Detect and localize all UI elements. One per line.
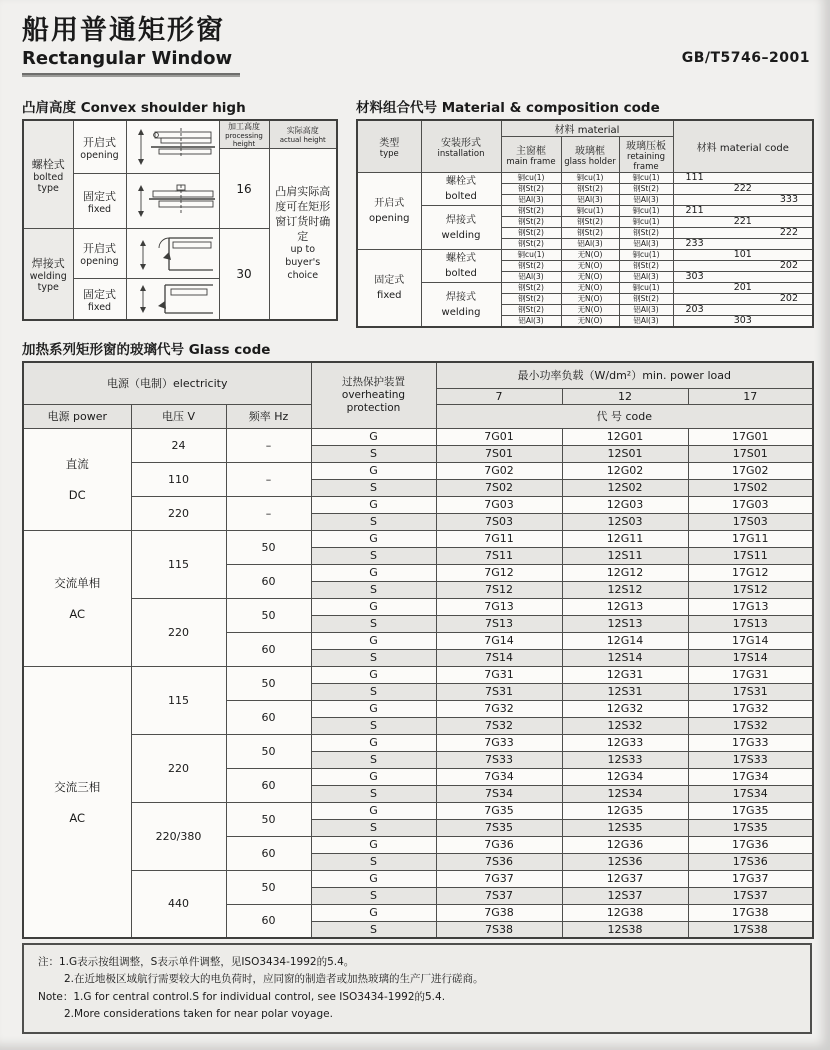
welding-fixed-drawing-cell xyxy=(126,279,219,321)
glass-code-row xyxy=(23,496,813,513)
protection-type-cell: S xyxy=(311,513,436,530)
retaining-frame-material: 铝Al(3) xyxy=(619,305,673,316)
installation-cell: 焊接式 welding xyxy=(421,283,501,328)
glass-code-row xyxy=(23,870,813,887)
standard-number: GB/T5746–2001 xyxy=(681,50,810,66)
frequency-cell: 50 xyxy=(226,530,311,564)
material-code-value: 211 xyxy=(673,206,813,217)
protection-type-cell: S xyxy=(311,683,436,700)
glass-code-17: 17G03 xyxy=(688,496,813,513)
glass-code-17: 17S36 xyxy=(688,853,813,870)
glass-code-17: 17G32 xyxy=(688,700,813,717)
glass-holder-material: 无N(O) xyxy=(561,261,619,272)
glass-code-7: 7S35 xyxy=(436,819,562,836)
bolted-opening-section-drawing xyxy=(129,125,217,169)
glass-code-17: 17S38 xyxy=(688,921,813,938)
protection-type-cell: S xyxy=(311,751,436,768)
retaining-frame-material: 铝Al(3) xyxy=(619,239,673,250)
type-header: 类型 type xyxy=(357,120,421,173)
glass-code-17: 17S03 xyxy=(688,513,813,530)
bolted-type-cell: 螺栓式 bolted type xyxy=(23,120,73,229)
welding-fixed-section-drawing xyxy=(129,279,217,319)
protection-type-cell: G xyxy=(311,530,436,547)
glass-code-7: 7G38 xyxy=(436,904,562,921)
glass-code-12: 12S38 xyxy=(562,921,688,938)
glass-code-12: 12G01 xyxy=(562,428,688,445)
glass-code-17: 17G12 xyxy=(688,564,813,581)
glass-code-17: 17G11 xyxy=(688,530,813,547)
glass-code-17: 17G38 xyxy=(688,904,813,921)
page-header xyxy=(22,8,240,77)
welding-processing-height: 30 xyxy=(219,229,269,321)
glass-code-12: 12G34 xyxy=(562,768,688,785)
type-cell: 固定式 fixed xyxy=(357,250,421,328)
protection-type-cell: S xyxy=(311,921,436,938)
convex-shoulder-table xyxy=(22,119,338,321)
glass-code-17: 17G02 xyxy=(688,462,813,479)
protection-type-cell: S xyxy=(311,479,436,496)
glass-code-7: 7S01 xyxy=(436,445,562,462)
voltage-cell: 220 xyxy=(131,734,226,802)
glass-code-7: 7G33 xyxy=(436,734,562,751)
glass-code-12: 12G14 xyxy=(562,632,688,649)
glass-code-row xyxy=(23,666,813,683)
glass-code-12: 12S12 xyxy=(562,581,688,598)
glass-code-17: 17S13 xyxy=(688,615,813,632)
material-code-value: 303 xyxy=(673,272,813,283)
main-frame-material: 钢St(2) xyxy=(501,239,561,250)
protection-type-cell: G xyxy=(311,734,436,751)
glass-table-body xyxy=(23,428,813,938)
glass-code-12: 12G11 xyxy=(562,530,688,547)
glass-code-12: 12G13 xyxy=(562,598,688,615)
glass-code-17: 17S37 xyxy=(688,887,813,904)
main-frame-material: 铝Al(3) xyxy=(501,272,561,283)
glass-code-17: 17G31 xyxy=(688,666,813,683)
frequency-cell: 50 xyxy=(226,666,311,700)
glass-code-row xyxy=(23,802,813,819)
material-code-value: 203 xyxy=(673,305,813,316)
glass-holder-material: 钢St(2) xyxy=(561,184,619,195)
glass-code-7: 7S02 xyxy=(436,479,562,496)
main-frame-material: 钢St(2) xyxy=(501,261,561,272)
bolted-fixed-drawing-cell xyxy=(126,174,219,229)
glass-code-12: 12G33 xyxy=(562,734,688,751)
glass-holder-material: 无N(O) xyxy=(561,294,619,305)
glass-code-7: 7G01 xyxy=(436,428,562,445)
glass-code-7: 7S11 xyxy=(436,547,562,564)
power-cell: 交流三相 AC xyxy=(23,666,131,938)
glass-holder-material: 无N(O) xyxy=(561,305,619,316)
glass-code-17: 17S02 xyxy=(688,479,813,496)
glass-code-17: 17S34 xyxy=(688,785,813,802)
note-zh-1: 注：1.G表示按组调整，S表示单件调整，见ISO3434-1992的5.4。 xyxy=(38,956,355,968)
retaining-frame-material: 铜cu(1) xyxy=(619,173,673,184)
protection-type-cell: G xyxy=(311,802,436,819)
welding-type-cell: 焊接式 welding type xyxy=(23,229,73,321)
protection-type-cell: S xyxy=(311,581,436,598)
material-group-header: 材料 material xyxy=(501,120,673,137)
glass-code-12: 12S14 xyxy=(562,649,688,666)
page-subtitle: Rectangular Window xyxy=(22,48,233,69)
material-code-section xyxy=(356,96,812,328)
main-frame-material: 钢St(2) xyxy=(501,305,561,316)
glass-code-17: 17G35 xyxy=(688,802,813,819)
retaining-frame-material: 钢St(2) xyxy=(619,228,673,239)
material-code-value: 101 xyxy=(673,250,813,261)
protection-type-cell: G xyxy=(311,768,436,785)
page-title: 船用普通矩形窗 xyxy=(22,15,225,46)
glass-code-section xyxy=(22,338,812,1034)
glass-code-7: 7S33 xyxy=(436,751,562,768)
glass-code-17: 17S14 xyxy=(688,649,813,666)
welding-opening-drawing-cell xyxy=(126,229,219,279)
glass-holder-material: 铜cu(1) xyxy=(561,206,619,217)
power-cell: 直流 DC xyxy=(23,428,131,530)
material-code-value: 202 xyxy=(673,294,813,305)
retaining-frame-material: 铜cu(1) xyxy=(619,250,673,261)
retaining-frame-material: 铜cu(1) xyxy=(619,217,673,228)
glass-code-row xyxy=(23,428,813,445)
material-row xyxy=(357,250,813,261)
glass-code-7: 7G32 xyxy=(436,700,562,717)
glass-code-17: 17G01 xyxy=(688,428,813,445)
frequency-cell: 50 xyxy=(226,802,311,836)
glass-code-row xyxy=(23,530,813,547)
retaining-frame-material: 铝Al(3) xyxy=(619,316,673,328)
glass-code-17: 17G14 xyxy=(688,632,813,649)
glass-code-12: 12S03 xyxy=(562,513,688,530)
glass-code-17: 17S01 xyxy=(688,445,813,462)
retaining-frame-material: 铝Al(3) xyxy=(619,195,673,206)
material-row xyxy=(357,206,813,217)
frequency-cell: 60 xyxy=(226,904,311,938)
frequency-cell: 50 xyxy=(226,598,311,632)
glass-code-7: 7G31 xyxy=(436,666,562,683)
power-header: 电源 power xyxy=(23,404,131,428)
glass-code-12: 12S11 xyxy=(562,547,688,564)
glass-code-7: 7S32 xyxy=(436,717,562,734)
glass-code-7: 7G14 xyxy=(436,632,562,649)
main-frame-material: 钢St(2) xyxy=(501,228,561,239)
glass-code-12: 12S32 xyxy=(562,717,688,734)
installation-cell: 螺栓式 bolted xyxy=(421,173,501,206)
electricity-header: 电源（电制）electricity xyxy=(23,362,311,404)
protection-type-cell: S xyxy=(311,887,436,904)
glass-code-7: 7G35 xyxy=(436,802,562,819)
frequency-cell: 50 xyxy=(226,734,311,768)
convex-section-title: 凸肩高度 Convex shoulder high xyxy=(22,100,246,116)
protection-type-cell: G xyxy=(311,496,436,513)
material-section-title: 材料组合代号 Material & composition code xyxy=(356,100,660,116)
glass-code-12: 12S33 xyxy=(562,751,688,768)
glass-code-7: 7S03 xyxy=(436,513,562,530)
glass-code-row xyxy=(23,462,813,479)
material-code-value: 222 xyxy=(673,228,813,239)
protection-type-cell: S xyxy=(311,547,436,564)
material-code-value: 221 xyxy=(673,217,813,228)
voltage-cell: 24 xyxy=(131,428,226,462)
type-cell: 开启式 opening xyxy=(357,173,421,250)
processing-height-header: 加工高度 processing height xyxy=(219,120,269,149)
bolted-opening-drawing-cell xyxy=(126,120,219,174)
glass-holder-material: 无N(O) xyxy=(561,272,619,283)
power-cell: 交流单相 AC xyxy=(23,530,131,666)
glass-code-7: 7G36 xyxy=(436,836,562,853)
voltage-cell: 115 xyxy=(131,530,226,598)
bolted-processing-height: 16 xyxy=(219,149,269,229)
retaining-frame-material: 铝Al(3) xyxy=(619,272,673,283)
protection-type-cell: S xyxy=(311,819,436,836)
glass-code-7: 7G02 xyxy=(436,462,562,479)
glass-code-7: 7G37 xyxy=(436,870,562,887)
material-row xyxy=(357,173,813,184)
glass-code-12: 12G35 xyxy=(562,802,688,819)
glass-code-17: 17G34 xyxy=(688,768,813,785)
voltage-cell: 440 xyxy=(131,870,226,938)
installation-header: 安装形式 installation xyxy=(421,120,501,173)
glass-code-17: 17S35 xyxy=(688,819,813,836)
main-frame-material: 铝Al(3) xyxy=(501,316,561,328)
material-code-value: 233 xyxy=(673,239,813,250)
glass-code-7: 7G12 xyxy=(436,564,562,581)
glass-code-12: 12S36 xyxy=(562,853,688,870)
glass-code-7: 7S14 xyxy=(436,649,562,666)
protection-type-cell: S xyxy=(311,853,436,870)
material-row xyxy=(357,283,813,294)
glass-code-7: 7S36 xyxy=(436,853,562,870)
glass-holder-material: 无N(O) xyxy=(561,250,619,261)
code-row-header: 代 号 code xyxy=(436,404,813,428)
material-code-value: 333 xyxy=(673,195,813,206)
glass-code-7: 7S12 xyxy=(436,581,562,598)
glass-code-7: 7S34 xyxy=(436,785,562,802)
retaining-frame-material: 钢St(2) xyxy=(619,261,673,272)
glass-holder-header: 玻璃框 glass holder xyxy=(561,137,619,173)
material-code-table xyxy=(356,119,814,328)
voltage-cell: 115 xyxy=(131,666,226,734)
glass-holder-material: 铜cu(1) xyxy=(561,173,619,184)
glass-code-7: 7S38 xyxy=(436,921,562,938)
voltage-cell: 110 xyxy=(131,462,226,496)
protection-type-cell: G xyxy=(311,904,436,921)
note-en-1: Note：1.G for central control.S for individual control, see ISO3434-1992的5.4. xyxy=(38,990,446,1003)
glass-code-17: 17G37 xyxy=(688,870,813,887)
glass-code-12: 12G03 xyxy=(562,496,688,513)
main-frame-material: 钢St(2) xyxy=(501,206,561,217)
glass-code-17: 17G36 xyxy=(688,836,813,853)
glass-code-17: 17S11 xyxy=(688,547,813,564)
glass-holder-material: 无N(O) xyxy=(561,316,619,328)
overheating-protection-header: 过热保护装置 overheating protection xyxy=(311,362,436,428)
glass-holder-material: 钢St(2) xyxy=(561,217,619,228)
glass-code-12: 12G37 xyxy=(562,870,688,887)
convex-shoulder-section xyxy=(22,96,336,321)
frequency-cell: – xyxy=(226,428,311,462)
glass-code-12: 12S13 xyxy=(562,615,688,632)
main-frame-material: 钢St(2) xyxy=(501,283,561,294)
glass-code-7: 7G11 xyxy=(436,530,562,547)
retaining-frame-material: 钢St(2) xyxy=(619,184,673,195)
welding-opening-section-drawing xyxy=(129,232,217,276)
glass-code-17: 17G13 xyxy=(688,598,813,615)
glass-holder-material: 钢St(2) xyxy=(561,228,619,239)
protection-type-cell: G xyxy=(311,700,436,717)
retaining-frame-header: 玻璃压板 retaining frame xyxy=(619,137,673,173)
voltage-cell: 220/380 xyxy=(131,802,226,870)
voltage-cell: 220 xyxy=(131,598,226,666)
note-zh-2: 2.在近地极区域航行需要较大的电负荷时，应同窗的制造者或加热玻璃的生产厂进行磋商。 xyxy=(64,973,484,986)
material-code-value: 201 xyxy=(673,283,813,294)
material-table-body xyxy=(357,173,813,328)
glass-holder-material: 铝Al(3) xyxy=(561,195,619,206)
protection-type-cell: S xyxy=(311,615,436,632)
protection-type-cell: S xyxy=(311,785,436,802)
voltage-cell: 220 xyxy=(131,496,226,530)
frequency-cell: 50 xyxy=(226,870,311,904)
material-code-value: 303 xyxy=(673,316,813,328)
glass-code-7: 7G34 xyxy=(436,768,562,785)
main-frame-material: 钢St(2) xyxy=(501,217,561,228)
actual-height-header: 实际高度 actual height xyxy=(269,120,337,149)
glass-code-7: 7S13 xyxy=(436,615,562,632)
main-frame-material: 钢St(2) xyxy=(501,294,561,305)
glass-code-7: 7G13 xyxy=(436,598,562,615)
glass-code-12: 12G12 xyxy=(562,564,688,581)
bolted-fixed-section-drawing xyxy=(129,179,217,223)
frequency-cell: 60 xyxy=(226,632,311,666)
protection-type-cell: S xyxy=(311,717,436,734)
glass-code-12: 12S35 xyxy=(562,819,688,836)
glass-code-12: 12S37 xyxy=(562,887,688,904)
glass-code-17: 17S33 xyxy=(688,751,813,768)
frequency-cell: 60 xyxy=(226,836,311,870)
frequency-cell: – xyxy=(226,496,311,530)
glass-code-12: 12G02 xyxy=(562,462,688,479)
load-7-header: 7 xyxy=(436,388,562,404)
protection-type-cell: G xyxy=(311,836,436,853)
protection-type-cell: G xyxy=(311,870,436,887)
material-code-header: 材料 material code xyxy=(673,120,813,173)
protection-type-cell: G xyxy=(311,632,436,649)
glass-code-17: 17S32 xyxy=(688,717,813,734)
glass-code-12: 12G32 xyxy=(562,700,688,717)
min-power-load-header: 最小功率负载（W/dm²）min. power load xyxy=(436,362,813,388)
load-17-header: 17 xyxy=(688,388,813,404)
protection-type-cell: G xyxy=(311,598,436,615)
title-underline xyxy=(22,73,240,77)
glass-code-12: 12G38 xyxy=(562,904,688,921)
main-frame-material: 铝Al(3) xyxy=(501,195,561,206)
retaining-frame-material: 钢St(2) xyxy=(619,294,673,305)
glass-code-12: 12G36 xyxy=(562,836,688,853)
glass-code-table xyxy=(22,361,814,939)
retaining-frame-material: 铜cu(1) xyxy=(619,283,673,294)
glass-holder-material: 铝Al(3) xyxy=(561,239,619,250)
voltage-header: 电压 V xyxy=(131,404,226,428)
bolted-opening-cell: 开启式 opening xyxy=(73,120,126,174)
protection-type-cell: G xyxy=(311,564,436,581)
installation-cell: 焊接式 welding xyxy=(421,206,501,250)
glass-code-17: 17S31 xyxy=(688,683,813,700)
frequency-cell: 60 xyxy=(226,564,311,598)
glass-code-17: 17G33 xyxy=(688,734,813,751)
main-frame-material: 铜cu(1) xyxy=(501,250,561,261)
load-12-header: 12 xyxy=(562,388,688,404)
bolted-fixed-cell: 固定式 fixed xyxy=(73,174,126,229)
note-en-2: 2.More considerations taken for near polar voyage. xyxy=(64,1007,333,1020)
glass-code-row xyxy=(23,598,813,615)
frequency-cell: 60 xyxy=(226,768,311,802)
protection-type-cell: S xyxy=(311,649,436,666)
main-frame-material: 铜cu(1) xyxy=(501,173,561,184)
main-frame-header: 主窗框 main frame xyxy=(501,137,561,173)
glass-section-title: 加热系列矩形窗的玻璃代号 Glass code xyxy=(22,342,271,358)
main-frame-material: 钢St(2) xyxy=(501,184,561,195)
glass-code-17: 17S12 xyxy=(688,581,813,598)
glass-code-12: 12G31 xyxy=(562,666,688,683)
glass-code-12: 12S34 xyxy=(562,785,688,802)
protection-type-cell: G xyxy=(311,428,436,445)
installation-cell: 螺栓式 bolted xyxy=(421,250,501,283)
notes-box xyxy=(22,943,812,1034)
actual-height-text: 凸肩实际高度可在矩形窗订货时确定 up to buyer's choice xyxy=(269,149,337,321)
glass-code-12: 12S01 xyxy=(562,445,688,462)
welding-fixed-cell: 固定式 fixed xyxy=(73,279,126,321)
glass-code-7: 7S31 xyxy=(436,683,562,700)
glass-holder-material: 无N(O) xyxy=(561,283,619,294)
frequency-header: 频率 Hz xyxy=(226,404,311,428)
material-code-value: 111 xyxy=(673,173,813,184)
glass-code-7: 7S37 xyxy=(436,887,562,904)
protection-type-cell: S xyxy=(311,445,436,462)
glass-code-12: 12S31 xyxy=(562,683,688,700)
glass-code-7: 7G03 xyxy=(436,496,562,513)
protection-type-cell: G xyxy=(311,462,436,479)
frequency-cell: 60 xyxy=(226,700,311,734)
glass-code-12: 12S02 xyxy=(562,479,688,496)
protection-type-cell: G xyxy=(311,666,436,683)
material-code-value: 202 xyxy=(673,261,813,272)
frequency-cell: – xyxy=(226,462,311,496)
glass-code-row xyxy=(23,734,813,751)
material-code-value: 222 xyxy=(673,184,813,195)
retaining-frame-material: 铜cu(1) xyxy=(619,206,673,217)
welding-opening-cell: 开启式 opening xyxy=(73,229,126,279)
